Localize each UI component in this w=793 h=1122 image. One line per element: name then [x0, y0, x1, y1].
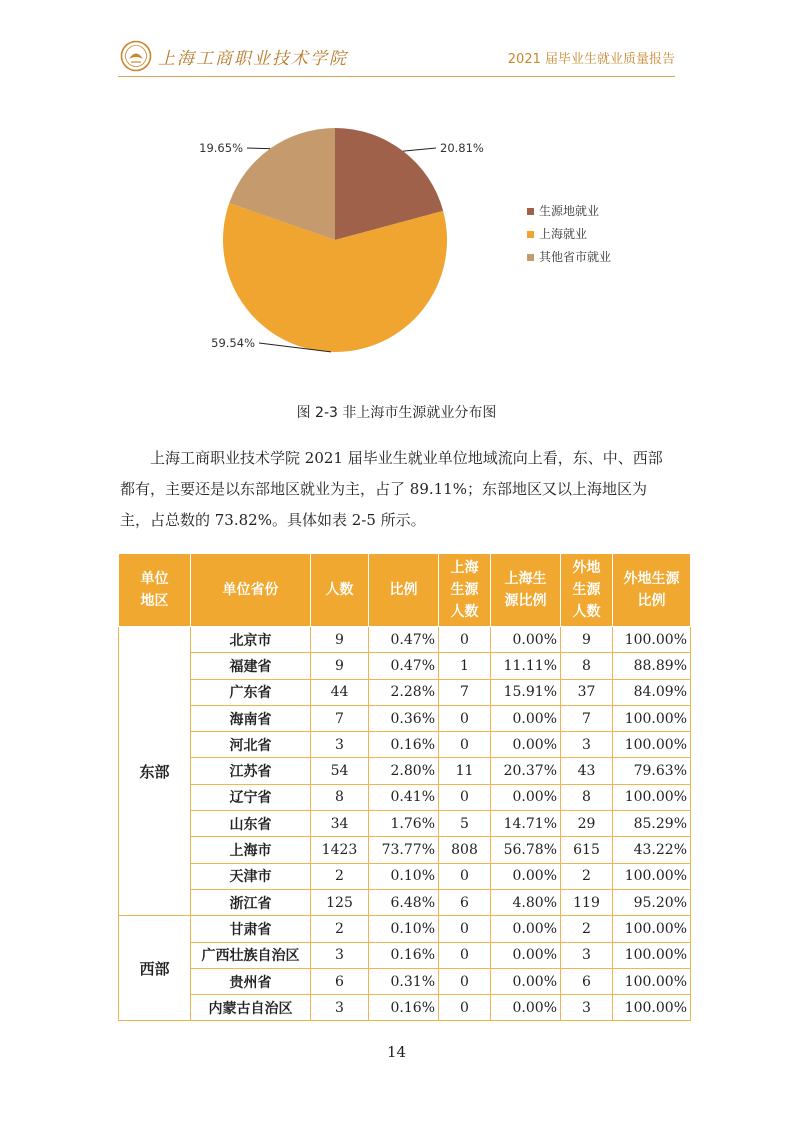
table-cell: 615: [561, 837, 613, 863]
table-cell: 6: [439, 889, 491, 915]
table-cell: 8: [561, 784, 613, 810]
figure-caption: 图 2-3 非上海市生源就业分布图: [296, 405, 497, 421]
table-cell: 0: [439, 627, 491, 653]
table-cell: 0.16%: [369, 942, 439, 968]
table-cell: 0.00%: [491, 784, 561, 810]
table-row: [119, 995, 691, 1021]
table-cell: 0.36%: [369, 705, 439, 731]
table-row: [119, 837, 691, 863]
header-divider: [118, 76, 675, 77]
legend-swatch: [527, 208, 534, 215]
table-cell: 6: [311, 968, 369, 994]
table-row: [119, 732, 691, 758]
table-cell: 37: [561, 679, 613, 705]
table-cell: 0.00%: [491, 942, 561, 968]
table-cell: 11: [439, 758, 491, 784]
chart-legend: [527, 203, 611, 264]
table-cell: 2: [311, 863, 369, 889]
table-row: [119, 758, 691, 784]
table-cell: 0: [439, 995, 491, 1021]
province-cell: 山东省: [191, 811, 311, 837]
table-cell: 0.00%: [491, 916, 561, 942]
column-header-part: 生源: [450, 582, 479, 598]
table-cell: 20.37%: [491, 758, 561, 784]
province-cell: 天津市: [191, 863, 311, 889]
table-cell: 1: [439, 653, 491, 679]
legend-label: 其他省市就业: [539, 250, 612, 264]
table-cell: 2.28%: [369, 679, 439, 705]
region-distribution-table: [118, 553, 691, 1021]
column-header-part: 比例: [637, 593, 666, 609]
table-cell: 808: [439, 837, 491, 863]
column-header-part: 比例: [389, 582, 418, 598]
table-cell: 0.00%: [491, 627, 561, 653]
column-header: [191, 554, 311, 627]
column-header: [311, 554, 369, 627]
pie-value-label: 19.65%: [199, 141, 243, 155]
table-cell: 79.63%: [613, 758, 691, 784]
column-header-part: 外地生源: [623, 571, 680, 587]
province-cell: 河北省: [191, 732, 311, 758]
table-cell: 8: [311, 784, 369, 810]
table-row: [119, 784, 691, 810]
table-cell: 0: [439, 784, 491, 810]
province-cell: 福建省: [191, 653, 311, 679]
column-header-part: 人数: [325, 582, 354, 598]
table-cell: 0: [439, 916, 491, 942]
table-cell: 0: [439, 968, 491, 994]
table-cell: 2.80%: [369, 758, 439, 784]
table-cell: 0: [439, 732, 491, 758]
province-cell: 浙江省: [191, 889, 311, 915]
table-cell: 44: [311, 679, 369, 705]
province-cell: 上海市: [191, 837, 311, 863]
column-header: [439, 554, 491, 627]
pie-chart: [0, 110, 793, 370]
province-cell: 北京市: [191, 627, 311, 653]
table-cell: 7: [311, 705, 369, 731]
table-row: [119, 705, 691, 731]
table-cell: 9: [311, 627, 369, 653]
table-cell: 1423: [311, 837, 369, 863]
table-row: [119, 916, 691, 942]
school-logo-icon: [120, 40, 152, 72]
table-cell: 125: [311, 889, 369, 915]
region-cell: 西部: [119, 916, 191, 1021]
table-cell: 84.09%: [613, 679, 691, 705]
table-cell: 0: [439, 705, 491, 731]
table-cell: 100.00%: [613, 942, 691, 968]
table-cell: 100.00%: [613, 732, 691, 758]
table-cell: 73.77%: [369, 837, 439, 863]
table-cell: 88.89%: [613, 653, 691, 679]
table-cell: 3: [561, 942, 613, 968]
body-paragraph: [120, 443, 676, 536]
table-cell: 0: [439, 942, 491, 968]
table-cell: 29: [561, 811, 613, 837]
table-cell: 15.91%: [491, 679, 561, 705]
table-cell: 5: [439, 811, 491, 837]
table-row: [119, 889, 691, 915]
table-cell: 0.00%: [491, 968, 561, 994]
province-cell: 海南省: [191, 705, 311, 731]
column-header-part: 地区: [140, 593, 169, 609]
pie-value-label: 20.81%: [440, 141, 484, 155]
table-header-row: [119, 554, 691, 627]
province-cell: 广东省: [191, 679, 311, 705]
table-cell: 0.00%: [491, 995, 561, 1021]
table-cell: 100.00%: [613, 916, 691, 942]
column-header: [491, 554, 561, 627]
table-cell: 0.00%: [491, 705, 561, 731]
table-cell: 100.00%: [613, 863, 691, 889]
table-cell: 0.16%: [369, 732, 439, 758]
table-cell: 0.10%: [369, 916, 439, 942]
table-cell: 7: [439, 679, 491, 705]
pie-value-label: 59.54%: [211, 336, 255, 350]
table-cell: 0.16%: [369, 995, 439, 1021]
table-cell: 6.48%: [369, 889, 439, 915]
column-header-part: 单位省份: [222, 582, 279, 598]
column-header-part: 人数: [572, 604, 601, 620]
table-cell: 8: [561, 653, 613, 679]
table-cell: 9: [311, 653, 369, 679]
table-cell: 2: [561, 916, 613, 942]
province-cell: 甘肃省: [191, 916, 311, 942]
table-cell: 6: [561, 968, 613, 994]
table-cell: 119: [561, 889, 613, 915]
table-row: [119, 811, 691, 837]
table-row: [119, 627, 691, 653]
legend-swatch: [527, 231, 534, 238]
leader-line: [403, 148, 436, 151]
column-header: [561, 554, 613, 627]
table-cell: 54: [311, 758, 369, 784]
table-cell: 0.10%: [369, 863, 439, 889]
column-header-part: 生源: [572, 582, 601, 598]
province-cell: 辽宁省: [191, 784, 311, 810]
table-row: [119, 863, 691, 889]
column-header-part: 外地: [572, 560, 601, 576]
table-cell: 4.80%: [491, 889, 561, 915]
province-cell: 江苏省: [191, 758, 311, 784]
province-cell: 内蒙古自治区: [191, 995, 311, 1021]
table-cell: 3: [561, 732, 613, 758]
table-cell: 3: [561, 995, 613, 1021]
table-row: [119, 942, 691, 968]
table-cell: 56.78%: [491, 837, 561, 863]
column-header-part: 人数: [450, 604, 479, 620]
table-cell: 3: [311, 942, 369, 968]
legend-label: 生源地就业: [539, 204, 600, 218]
table-cell: 43.22%: [613, 837, 691, 863]
table-cell: 100.00%: [613, 627, 691, 653]
table-cell: 0.00%: [491, 732, 561, 758]
table-cell: 34: [311, 811, 369, 837]
province-cell: 广西壮族自治区: [191, 942, 311, 968]
table-cell: 11.11%: [491, 653, 561, 679]
column-header-part: 上海生: [504, 571, 547, 587]
table-cell: 3: [311, 995, 369, 1021]
table-cell: 100.00%: [613, 784, 691, 810]
table-cell: 0.47%: [369, 653, 439, 679]
table-cell: 100.00%: [613, 705, 691, 731]
report-title: 2021 届毕业生就业质量报告: [507, 52, 675, 67]
table-cell: 0.47%: [369, 627, 439, 653]
column-header: [369, 554, 439, 627]
table-cell: 14.71%: [491, 811, 561, 837]
column-header: [613, 554, 691, 627]
table-cell: 43: [561, 758, 613, 784]
column-header-part: 上海: [450, 560, 479, 576]
school-name: 上海工商职业技术学院: [158, 49, 348, 69]
table-cell: 3: [311, 732, 369, 758]
legend-swatch: [527, 254, 534, 261]
legend-label: 上海就业: [539, 227, 588, 241]
leader-line: [247, 148, 270, 149]
column-header-part: 单位: [140, 571, 169, 587]
page-number: 14: [386, 1043, 407, 1061]
paragraph-text: 上海工商职业技术学院 2021 届毕业生就业单位地域流向上看，东、中、西部都有，主要还是以东部地区就业为主，占了 89.11%；东部地区又以上海地区为主，占总数的 73.82%。具体如表 2-5 所示。: [120, 449, 663, 529]
table-cell: 2: [311, 916, 369, 942]
table-cell: 1.76%: [369, 811, 439, 837]
province-cell: 贵州省: [191, 968, 311, 994]
table-cell: 95.20%: [613, 889, 691, 915]
table-cell: 100.00%: [613, 968, 691, 994]
column-header: [119, 554, 191, 627]
region-cell: 东部: [119, 627, 191, 916]
table-cell: 0.00%: [491, 863, 561, 889]
table-cell: 7: [561, 705, 613, 731]
table-cell: 100.00%: [613, 995, 691, 1021]
table-cell: 0: [439, 863, 491, 889]
table-cell: 9: [561, 627, 613, 653]
table-cell: 85.29%: [613, 811, 691, 837]
table-row: [119, 968, 691, 994]
table-row: [119, 679, 691, 705]
table-cell: 0.41%: [369, 784, 439, 810]
table-cell: 2: [561, 863, 613, 889]
table-cell: 0.31%: [369, 968, 439, 994]
column-header-part: 源比例: [504, 593, 547, 609]
table-row: [119, 653, 691, 679]
